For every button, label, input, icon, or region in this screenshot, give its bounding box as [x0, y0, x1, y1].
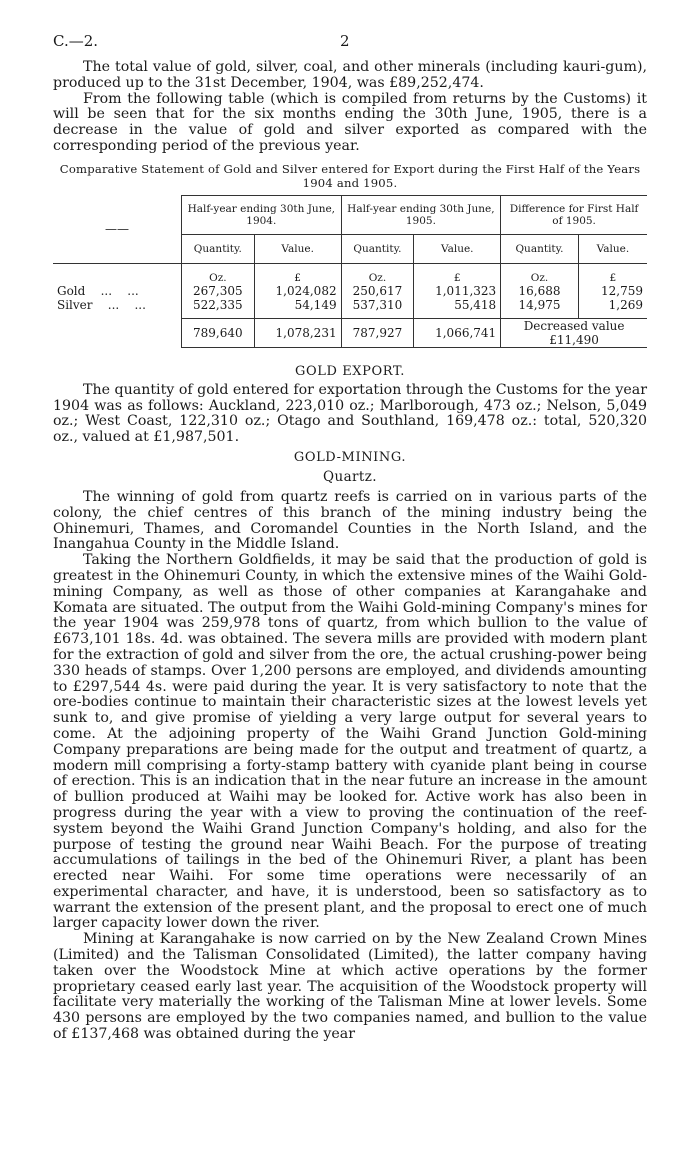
- group-header-1904: Half-year ending 30th June, 1904.: [182, 195, 342, 234]
- unit-cell: £: [578, 263, 647, 284]
- totals-stub: [53, 318, 182, 347]
- document-page: [53, 0, 647, 1043]
- total-cell: 789,640: [182, 318, 255, 347]
- comparative-export-table: [53, 195, 647, 348]
- table-row: [53, 298, 647, 319]
- table-cell: 537,310: [341, 298, 414, 319]
- table-cell: 250,617: [341, 284, 414, 298]
- unit-cell: £: [254, 263, 341, 284]
- table-stub-header: [53, 195, 182, 263]
- row-label-gold: Gold ... ...: [57, 283, 139, 298]
- intro-paragraph-1: The total value of gold, silver, coal, and other minerals (including kauri-gum), produced up to the 31st December, 1904, was £89,252,474.: [53, 59, 647, 91]
- unit-cell: Oz.: [501, 263, 579, 284]
- subsection-heading-quartz: Quartz.: [323, 468, 377, 485]
- unit-cell: Oz.: [182, 263, 255, 284]
- unit-cell: Oz.: [341, 263, 414, 284]
- totals-row: [53, 318, 647, 347]
- table-cell: 522,335: [182, 298, 255, 319]
- table-caption: Comparative Statement of Gold and Silver entered for Export during the First Half of the Years 1904 and 1905.: [59, 161, 641, 190]
- gold-export-paragraph: The quantity of gold entered for exportation through the Customs for the year 1904 was as follows: Auckland, 223,010 oz.; Marlborough, 473 oz.; Nelson, 5,049 oz.; West Coast, 122,310 oz.; Otago and Southland, 169,478 oz.: total, 520,320 oz., valued at £1,987,501.: [53, 381, 647, 446]
- quartz-paragraph-1: The winning of gold from quartz reefs is carried on in various parts of the colony, the chief centres of this branch of the mining industry being the Ohinemuri, Thames, and Coromandel Counties in the North Island, and the Inangahua County in the Middle Island.: [53, 488, 647, 553]
- subheader-value-1905: Value.: [414, 234, 501, 263]
- table-cell: 1,269: [578, 298, 647, 319]
- difference-total: Decreased value £11,490: [501, 318, 647, 347]
- unit-cell: £: [414, 263, 501, 284]
- quartz-paragraph-2: Taking the Northern Goldfields, it may be said that the production of gold is greatest in the Ohinemuri County, in which the extensive mines of the Waihi Gold-mining Company, as well as those of other companies at Karangahake and Komata are situated. The output from the Waihi Gold-mining Company's mines for the year 1904 was 259,978 tons of quartz, from which bullion to the value of £673,101 18s. 4d. was obtained. The severa mills are provided with modern plant for the extraction of gold and silver from the ore, the actual crushing-power being 330 heads of stamps. Over 1,200 persons are employed, and dividends amounting to £297,544 4s. were paid during the year. It is very satisfactory to note that the ore-bodies continue to maintain their characteristic sizes at the lowest levels yet sunk to, and give promise of yielding a very large output for several years to come. At the adjoining property of the Waihi Grand Junction Gold-mining Company preparations are being made for the output and treatment of quartz, a modern mill comprising a forty-stamp battery with cyanide plant being in course of erection. This is an indication that in the near future an increase in the amount of bullion produced at Waihi may be looked for. Active work has also been in progress during the year with a view to proving the continuation of the reef-system beyond the Waihi Grand Junction Company's holding, and also for the purpose of testing the ground near Waihi Beach. For the purpose of treating accumulations of tailings in the bed of the Ohinemuri River, a plant has been erected near Waihi. For some time operations were necessarily of an experimental character, and have, it is understood, been so satisfactory as to warrant the extension of the present plant, and the proposal to erect one of much larger capacity lower down the river.: [53, 552, 647, 932]
- table-cell: 55,418: [414, 298, 501, 319]
- section-heading-gold-mining: GOLD-MINING.: [293, 449, 407, 465]
- table-row: [53, 284, 647, 298]
- page-header: [53, 0, 647, 60]
- group-header-difference: Difference for First Half of 1905.: [501, 195, 647, 234]
- unit-row-stub: [53, 263, 182, 284]
- table-cell: 14,975: [501, 298, 579, 319]
- row-label-silver: Silver ... ...: [57, 298, 146, 313]
- table-cell: 16,688: [501, 284, 579, 298]
- total-cell: 1,066,741: [414, 318, 501, 347]
- table-cell: 1,011,323: [414, 284, 501, 298]
- total-cell: 1,078,231: [254, 318, 341, 347]
- subheader-value-1904: Value.: [254, 234, 341, 263]
- document-reference: C.—2.: [53, 32, 99, 50]
- table-cell: 267,305: [182, 284, 255, 298]
- stub-mark: ——: [105, 222, 129, 237]
- table-cell: 12,759: [578, 284, 647, 298]
- table-cell: 54,149: [254, 298, 341, 319]
- intro-paragraph-2: From the following table (which is compiled from returns by the Customs) it will be seen that for the six months ending the 30th June, 1905, there is a decrease in the value of gold and silver exported as compared with the corresponding period of the previous year.: [53, 90, 647, 154]
- subheader-quantity-1905: Quantity.: [341, 234, 414, 263]
- section-heading-gold-export: GOLD EXPORT.: [294, 363, 406, 379]
- subheader-value-difference: Value.: [578, 234, 647, 263]
- subheader-quantity-1904: Quantity.: [182, 234, 255, 263]
- total-cell: 787,927: [341, 318, 414, 347]
- page-number: 2: [340, 32, 350, 50]
- group-header-1905: Half-year ending 30th June, 1905.: [341, 195, 501, 234]
- subheader-quantity-difference: Quantity.: [501, 234, 579, 263]
- table-cell: 1,024,082: [254, 284, 341, 298]
- quartz-paragraph-3: Mining at Karangahake is now carried on by the New Zealand Crown Mines (Limited) and the Talisman Consolidated (Limited), the latter company having taken over the Woodstock Mine at which active operations by the former proprietary ceased early last year. The acquisition of the Woodstock property will facilitate very materially the working of the Talisman Mine at lower levels. Some 430 persons are employed by the two companies named, and bullion to the value of £137,468 was obtained during the year: [53, 931, 647, 1043]
